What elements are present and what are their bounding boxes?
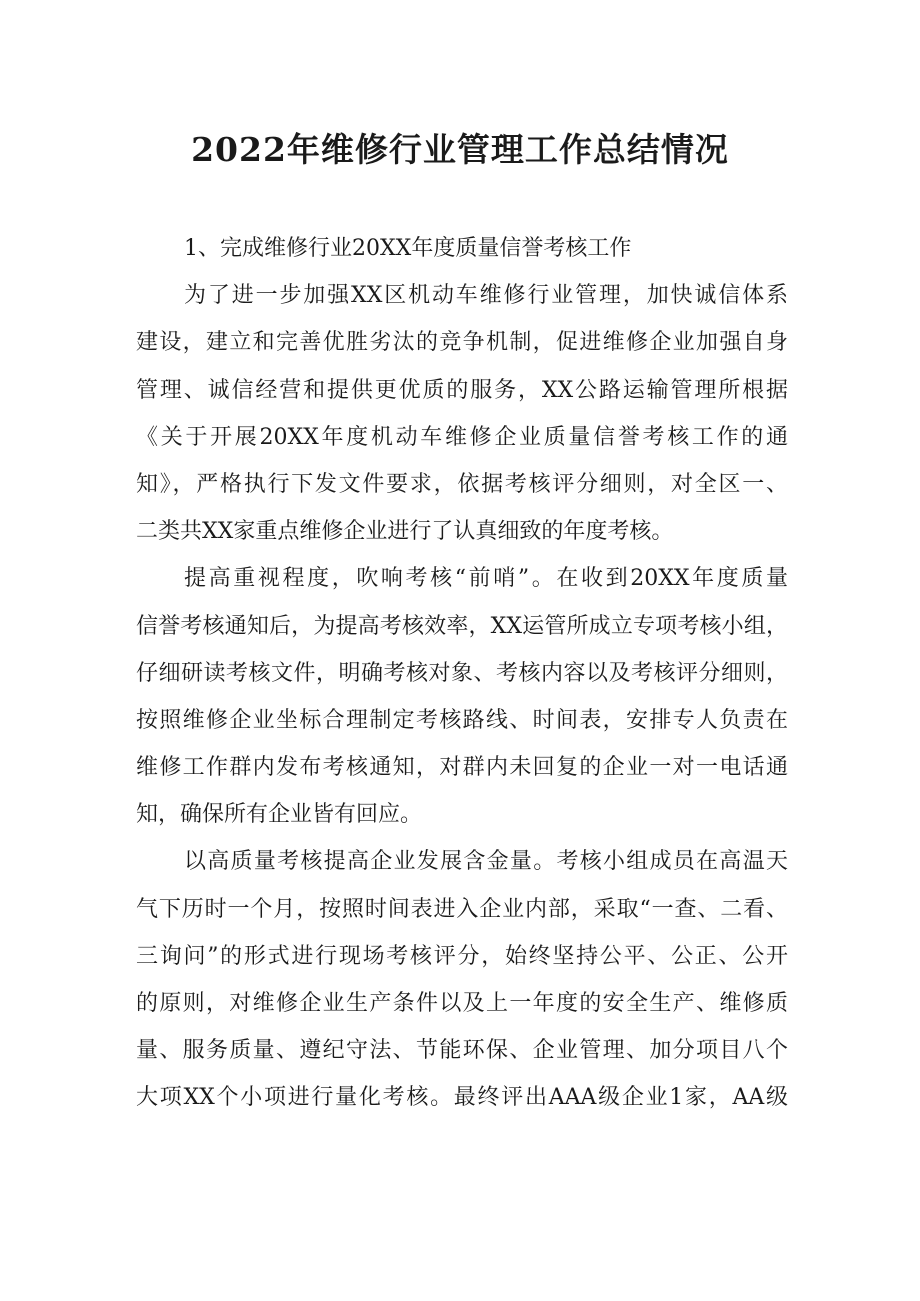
- text-line: 知》，严格执行下发文件要求，依据考核评分细则，对全区一、: [136, 471, 788, 497]
- text-line: 建设，建立和完善优胜劣汰的竞争机制，促进维修企业加强自身: [136, 330, 788, 356]
- document-body: [136, 230, 788, 1127]
- text-line: 气下历时一个月，按照时间表进入企业内部，采取“一查、二看、: [136, 896, 788, 922]
- text-line: 信誉考核通知后，为提高考核效率，XX运管所成立专项考核小组，: [136, 613, 788, 639]
- text-line: 按照维修企业坐标合理制定考核路线、时间表，安排专人负责在: [136, 707, 788, 733]
- text-line: 提高重视程度，吹响考核“前哨”。在收到20XX年度质量: [184, 566, 788, 592]
- text-line: 的原则，对维修企业生产条件以及上一年度的安全生产、维修质: [136, 991, 788, 1016]
- text-line: 为了进一步加强XX区机动车维修行业管理，加快诚信体系: [184, 283, 788, 309]
- text-line: 管理、诚信经营和提供更优质的服务，XX公路运输管理所根据: [136, 377, 788, 403]
- document-title: 2022年维修行业管理工作总结情况: [191, 130, 729, 169]
- text-line: 二类共XX家重点维修企业进行了认真细致的年度考核。: [136, 519, 674, 545]
- text-line: 量、服务质量、遵纪守法、节能环保、企业管理、加分项目八个: [136, 1038, 788, 1064]
- text-line: 以高质量考核提高企业发展含金量。考核小组成员在高温天: [184, 849, 788, 875]
- text-line: 维修工作群内发布考核通知，对群内未回复的企业一对一电话通: [136, 755, 788, 781]
- text-line: 1、完成维修行业20XX年度质量信誉考核工作: [184, 236, 632, 261]
- text-line: 《关于开展20XX年度机动车维修企业质量信誉考核工作的通: [136, 424, 788, 450]
- text-line: 知，确保所有企业皆有回应。: [136, 802, 423, 828]
- text-line: 大项XX个小项进行量化考核。最终评出AAA级企业1家，AA级: [136, 1085, 788, 1111]
- text-line: 仔细研读考核文件，明确考核对象、考核内容以及考核评分细则，: [136, 660, 788, 686]
- text-line: 三询问”的形式进行现场考核评分，始终坚持公平、公正、公开: [136, 943, 788, 969]
